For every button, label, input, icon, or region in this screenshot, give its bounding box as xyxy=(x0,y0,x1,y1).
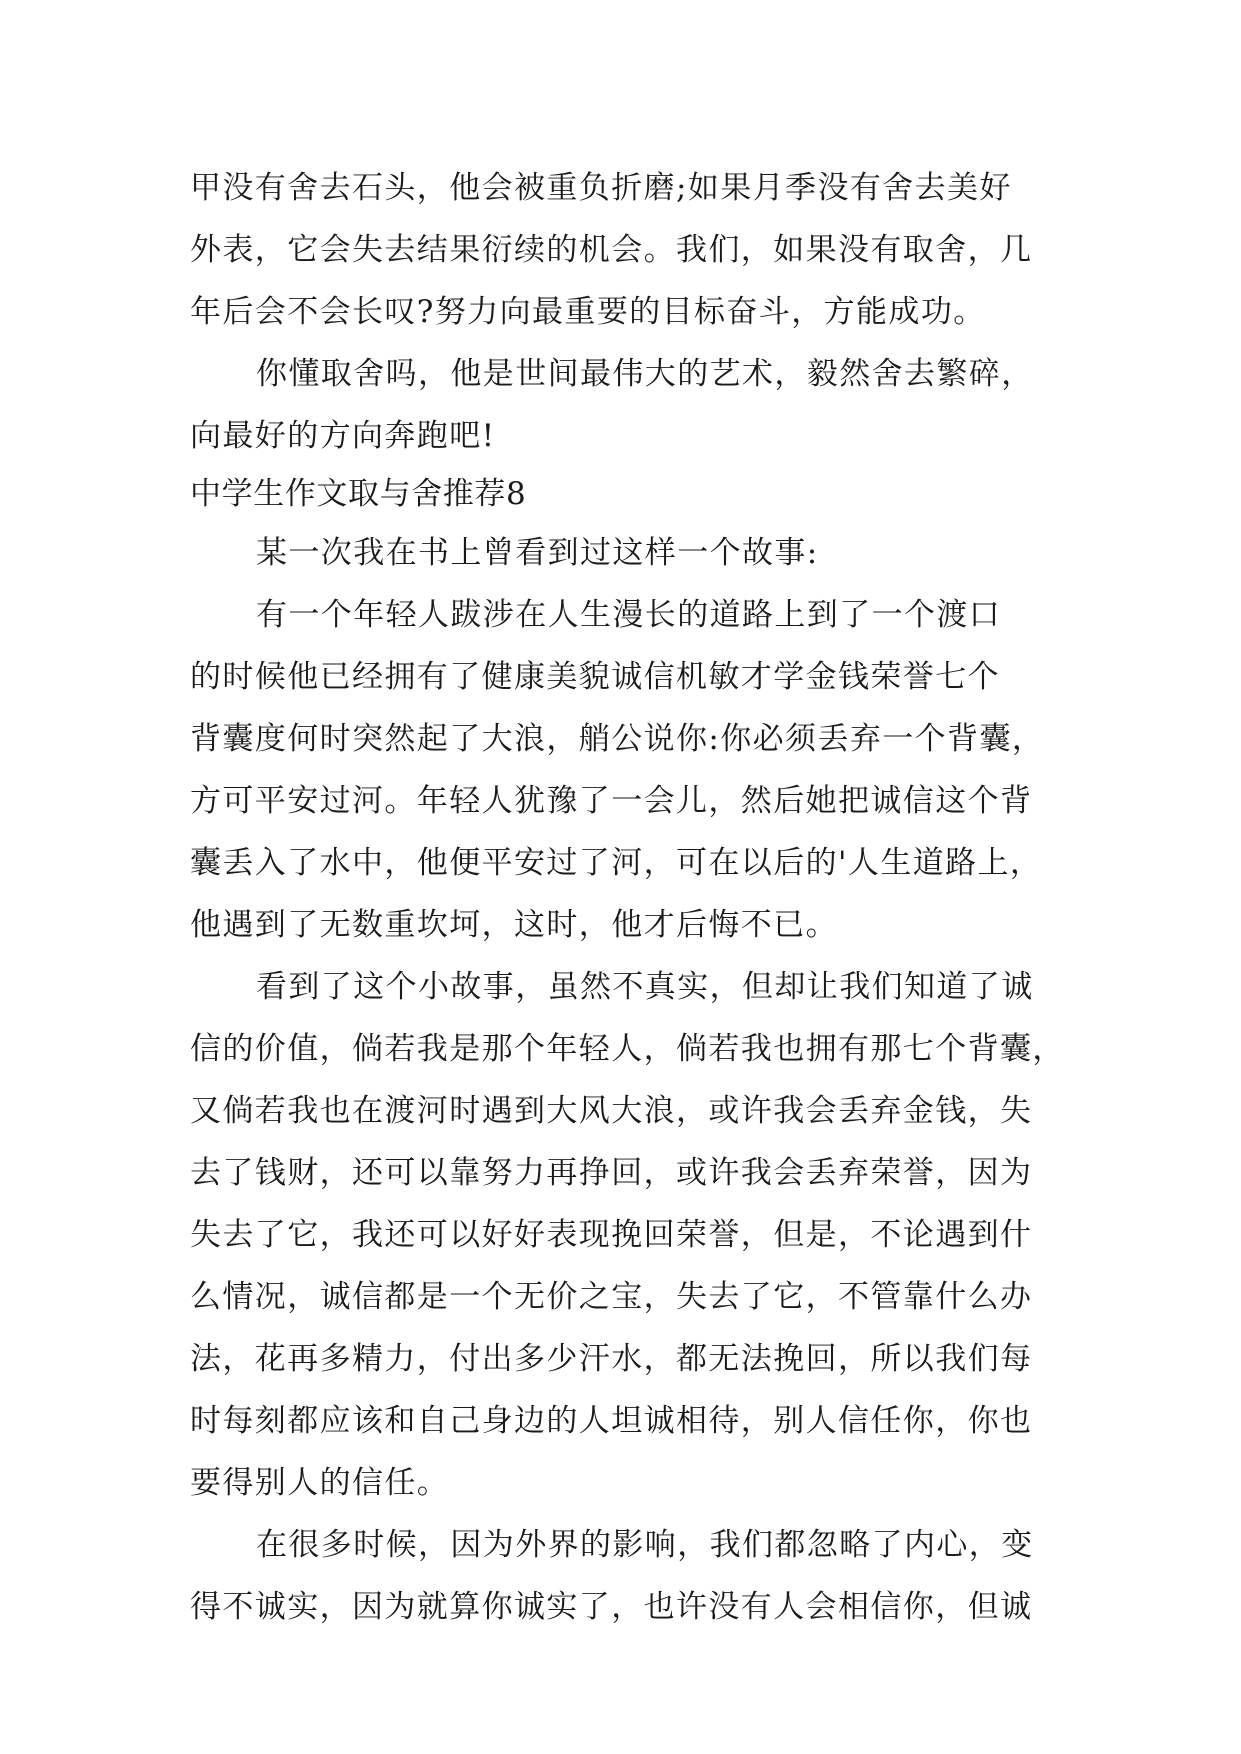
paragraph-line: 要得别人的信任。 xyxy=(190,1465,450,1501)
paragraph-line: 背囊度何时突然起了大浪，艄公说你:你必须丢弃一个背囊， xyxy=(190,721,1045,757)
essay-body xyxy=(190,157,1065,1638)
paragraph-line: 去了钱财，还可以靠努力再挣回，或许我会丢弃荣誉，因为 xyxy=(190,1155,1033,1191)
paragraph-line: 看到了这个小故事，虽然不真实，但却让我们知道了诚 xyxy=(256,969,1034,1005)
paragraph-line: 么情况，诚信都是一个无价之宝，失去了它，不管靠什么办 xyxy=(190,1279,1033,1315)
paragraph-line: 你懂取舍吗，他是世间最伟大的艺术，毅然舍去繁碎， xyxy=(256,356,1034,392)
paragraph-line: 囊丢入了水中，他便平安过了河，可在以后的'人生道路上， xyxy=(190,845,1043,881)
paragraph-line: 法，花再多精力，付出多少汗水，都无法挽回，所以我们每 xyxy=(190,1341,1033,1377)
paragraph-line: 有一个年轻人跋涉在人生漫长的道路上到了一个渡口 xyxy=(256,597,1002,633)
paragraph-line: 方可平安过河。年轻人犹豫了一会儿，然后她把诚信这个背 xyxy=(190,783,1033,819)
paragraph-line: 失去了它，我还可以好好表现挽回荣誉，但是，不论遇到什 xyxy=(190,1217,1033,1253)
paragraph-line: 又倘若我也在渡河时遇到大风大浪，或许我会丢弃金钱，失 xyxy=(190,1093,1033,1129)
paragraph-line: 向最好的方向奔跑吧! xyxy=(190,418,496,454)
paragraph-line: 某一次我在书上曾看到过这样一个故事: xyxy=(256,535,819,571)
paragraph-line: 时每刻都应该和自己身边的人坦诚相待，别人信任你，你也 xyxy=(190,1403,1033,1439)
paragraph-line: 的时候他已经拥有了健康美貌诚信机敏才学金钱荣誉七个 xyxy=(190,659,1000,695)
section-heading: 中学生作文取与舍推荐8 xyxy=(190,476,527,512)
paragraph-line: 他遇到了无数重坎坷，这时，他才后悔不已。 xyxy=(190,907,838,943)
paragraph-line: 甲没有舍去石头，他会被重负折磨;如果月季没有舍去美好 xyxy=(190,170,1012,206)
paragraph-line: 信的价值，倘若我是那个年轻人，倘若我也拥有那七个背囊， xyxy=(190,1031,1065,1067)
paragraph-line: 得不诚实，因为就算你诚实了，也许没有人会相信你，但诚 xyxy=(190,1589,1033,1625)
paragraph-line: 年后会不会长叹?努力向最重要的目标奋斗，方能成功。 xyxy=(190,294,986,330)
paragraph-line: 外表，它会失去结果衍续的机会。我们，如果没有取舍，几 xyxy=(190,232,1033,268)
paragraph-line: 在很多时候，因为外界的影响，我们都忽略了内心，变 xyxy=(256,1527,1034,1563)
